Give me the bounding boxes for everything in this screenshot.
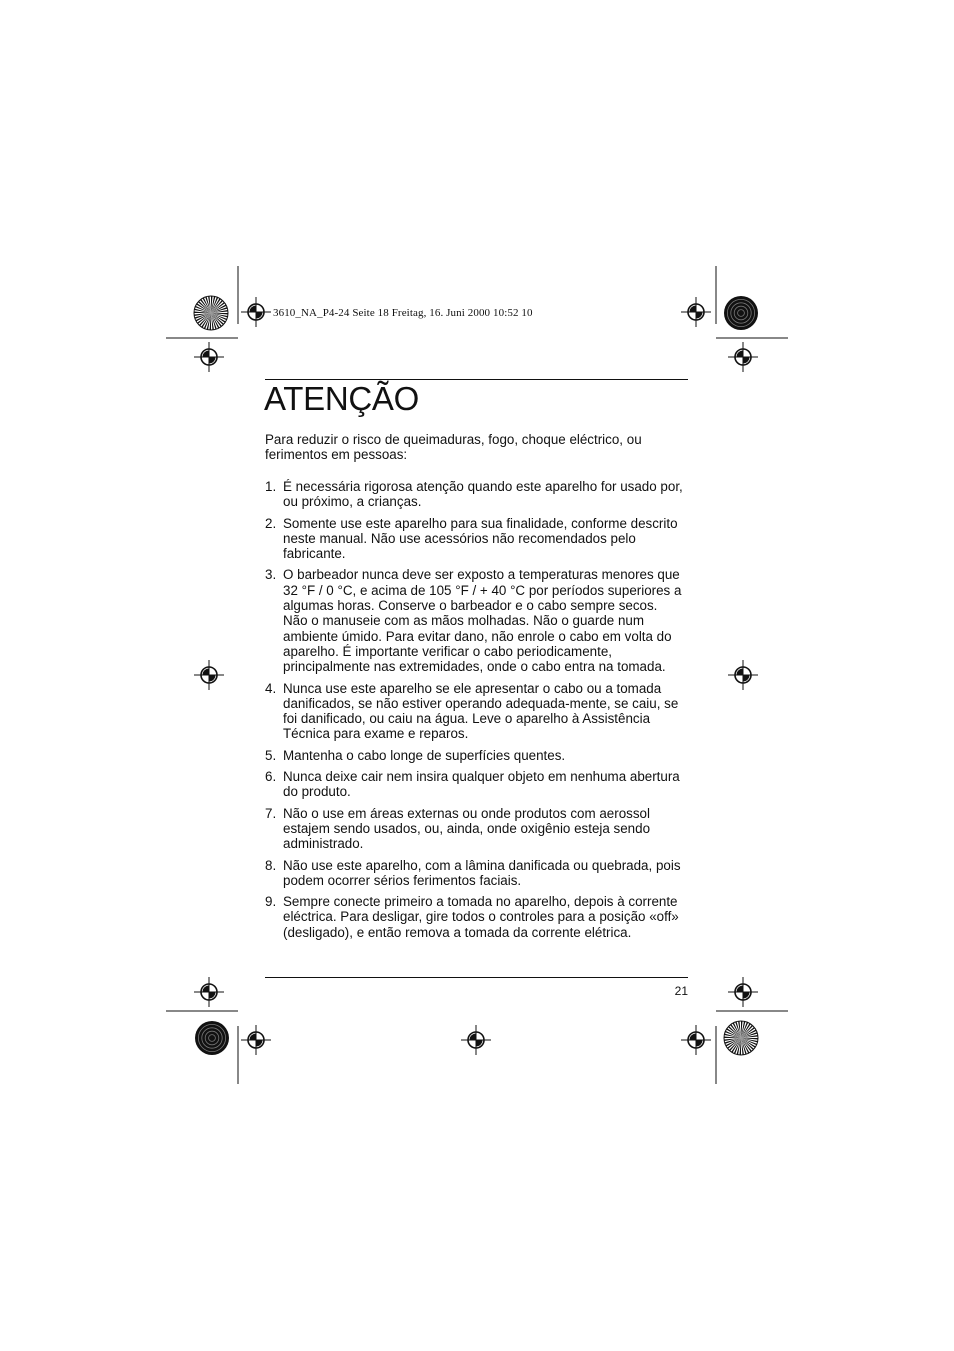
item-text: Nunca deixe cair nem insira qualquer objeto em nenhuma abertura do produto. — [283, 769, 680, 800]
list-item — [265, 769, 685, 800]
item-text: É necessária rigorosa atenção quando este aparelho for usado por, ou próximo, a crianças. — [283, 479, 683, 510]
item-number: 7. — [265, 805, 277, 821]
list-item — [265, 681, 685, 742]
list-item — [265, 567, 685, 674]
dial-disc — [195, 1021, 229, 1055]
item-number: 8. — [265, 857, 277, 873]
safety-list — [265, 479, 685, 946]
footer-rule — [265, 977, 688, 978]
list-item — [265, 748, 685, 763]
item-number: 5. — [265, 747, 277, 763]
page-number: 21 — [674, 984, 688, 998]
item-number: 3. — [265, 567, 277, 583]
item-text: Nunca use este aparelho se ele apresentar o cabo ou a tomada danificados, se não estiver operando adequada-mente, se caiu, se foi danificado, ou caiu na água. Leve o aparelho à Assistência Técnica para exame e reparos. — [283, 680, 679, 742]
item-number: 1. — [265, 479, 277, 494]
item-number: 6. — [265, 769, 277, 785]
intro-paragraph: Para reduzir o risco de queimaduras, fogo, choque eléctrico, ou ferimentos em pessoas: — [265, 432, 642, 463]
item-text: Não use este aparelho, com a lâmina danificada ou quebrada, pois podem ocorrer sérios ferimentos faciais. — [283, 857, 681, 888]
list-item — [265, 894, 685, 940]
list-item — [265, 516, 685, 562]
dial-disc — [724, 296, 758, 330]
item-text: Não o use em áreas externas ou onde produtos com aerossol estajem sendo usados, ou, ainda, onde oxigênio esteja sendo administrado. — [283, 805, 651, 852]
item-text: Somente use este aparelho para sua finalidade, conforme descrito neste manual. Não use acessórios não recomendados pelo fabricante. — [283, 515, 678, 562]
list-item — [265, 806, 685, 852]
item-number: 9. — [265, 894, 277, 910]
list-item — [265, 479, 685, 510]
print-info-line: 3610_NA_P4-24 Seite 18 Freitag, 16. Juni 2000 10:52 10 — [273, 307, 533, 319]
item-text: O barbeador nunca deve ser exposto a temperaturas menores que 32 °F / 0 °C, e acima de 105 °F / + 40 °C por períodos superiores a algumas horas. Conserve o barbeador e o cabo sempre secos. Não o manuseie com as mãos molhadas. Não o guarde num ambiente úmido. Para evitar dano, não enrole o cabo em volta do aparelho. É importante verificar o cabo periodicamente, principalmente nas extremidades, onde o cabo entra na tomada. — [283, 567, 682, 675]
item-number: 4. — [265, 680, 277, 696]
item-text: Mantenha o cabo longe de superfícies quentes. — [283, 747, 566, 763]
item-text: Sempre conecte primeiro a tomada no aparelho, depois à corrente eléctrica. Para desligar, gire todos o controles para a posição «off» (desligado), e então remova a tomada da corrente elétrica. — [283, 894, 679, 940]
list-item — [265, 858, 685, 889]
item-number: 2. — [265, 515, 277, 531]
page-title: ATENÇÃO — [264, 380, 419, 417]
